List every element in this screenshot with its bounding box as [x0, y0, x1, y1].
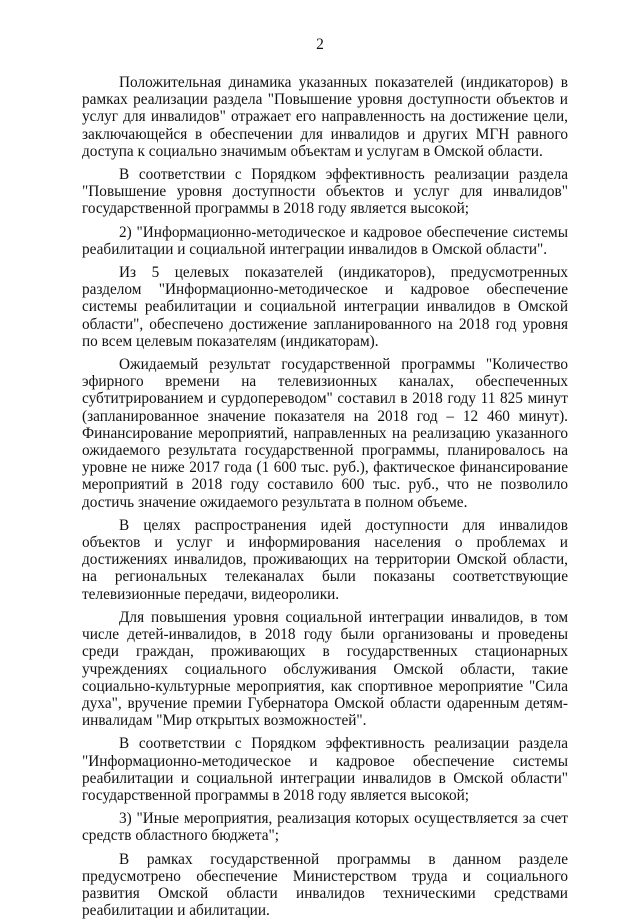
paragraph-section-3-title: 3) "Иные мероприятия, реализация которых осуществляется за счет средств областного бюджета";	[82, 810, 568, 845]
document-body	[82, 74, 568, 919]
paragraph-dynamics: Положительная динамика указанных показателей (индикаторов) в рамках реализации раздела "Повышение уровня доступности объектов и услуг для инвалидов" отражает его направленность на достижение цели, заключающейся в обеспечении для инвалидов и других МГН равного доступа к социально значимым объектам и услугам в Омской области.	[82, 74, 568, 160]
paragraph-expected-result: Ожидаемый результат государственной программы "Количество эфирного времени на телевизионных каналах, обеспеченных субтитрированием и сурдопереводом" составил в 2018 году 11 825 минут (запланированное значение показателя на 2018 год – 12 460 минут). Финансирование мероприятий, направленных на реализацию указанного ожидаемого результата государственной программы, планировалось на уровне не ниже 2017 года (1 600 тыс. руб.), фактическое финансирование мероприятий в 2018 году составило 600 тыс. руб., что не позволило достичь значение ожидаемого результата в полном объеме.	[82, 356, 568, 511]
paragraph-information: В целях распространения идей доступности для инвалидов объектов и услуг и информирования населения о проблемах и достижениях инвалидов, проживающих на территории Омской области, на региональных телеканалах были показаны соответствующие телевизионные передачи, видеоролики.	[82, 516, 568, 603]
paragraph-section-2-title: 2) "Информационно-методическое и кадровое обеспечение системы реабилитации и социальной интеграции инвалидов в Омской области".	[82, 223, 568, 258]
page-number: 2	[316, 36, 324, 53]
paragraph-targets: Из 5 целевых показателей (индикаторов), предусмотренных разделом "Информационно-методическое и кадровое обеспечение системы реабилитации и социальной интеграции инвалидов в Омской области", обеспечено достижение запланированного на 2018 год уровня по всем целевым показателям (индикаторам).	[82, 264, 568, 350]
paragraph-efficiency-methodical: В соответствии с Порядком эффективность реализации раздела "Информационно-методическое и кадровое обеспечение системы реабилитации и социальной интеграции инвалидов в Омской области" государственной программы в 2018 году является высокой;	[82, 735, 568, 804]
paragraph-efficiency-accessibility: В соответствии с Порядком эффективность реализации раздела "Повышение уровня доступности объектов и услуг для инвалидов" государственной программы в 2018 году является высокой;	[82, 166, 568, 218]
paragraph-rehabilitation-means: В рамках государственной программы в данном разделе предусмотрено обеспечение Министерством труда и социального развития Омской области инвалидов техническими средствами реабилитации и абилитации.	[82, 850, 568, 919]
paragraph-social-integration: Для повышения уровня социальной интеграции инвалидов, в том числе детей-инвалидов, в 2018 году были организованы и проведены среди граждан, проживающих в государственных стационарных учреждениях социального обслуживания Омской области, такие социально-культурные мероприятия, как спортивное мероприятие "Сила духа", вручение премии Губернатора Омской области одаренным детям-инвалидам "Мир открытых возможностей".	[82, 608, 568, 730]
